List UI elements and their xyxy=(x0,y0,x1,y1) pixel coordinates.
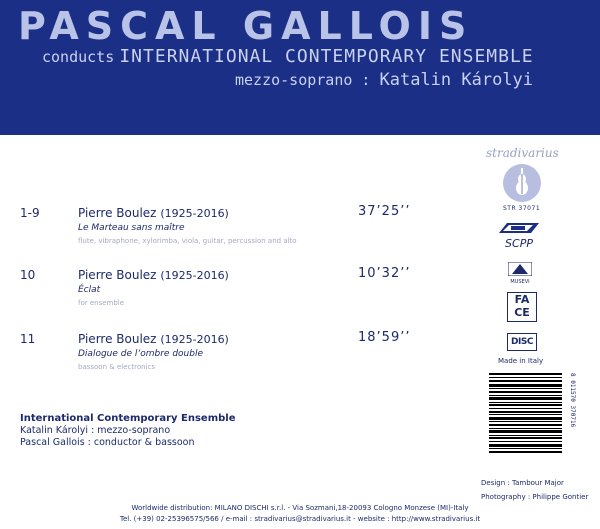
voice-label: mezzo-soprano : xyxy=(235,71,380,89)
track-duration: 37’25’’ xyxy=(358,204,411,219)
made-in-italy: Made in Italy xyxy=(498,357,544,365)
compact-disc-text: DISC xyxy=(511,337,533,347)
track-title: Éclat xyxy=(78,285,101,295)
musevi-emblem-icon xyxy=(508,262,532,276)
composer-years: (1925-2016) xyxy=(160,269,229,282)
track-composer xyxy=(78,332,229,346)
track-instruments: for ensemble xyxy=(78,299,125,307)
composer-name: Pierre Boulez xyxy=(78,206,157,220)
performer-line: Katalin Károlyi : mezzo-soprano xyxy=(20,425,171,436)
footer-contact: Tel. (+39) 02-25396575/566 / e-mail : stradivarius@stradivarius.it - website : http://www.stradivarius.it xyxy=(119,515,481,523)
track-number: 1-9 xyxy=(20,206,40,220)
composer-years: (1925-2016) xyxy=(160,207,229,220)
ensemble-title: INTERNATIONAL CONTEMPORARY ENSEMBLE xyxy=(119,46,534,67)
conducts-line xyxy=(42,46,534,67)
footer-distribution: Worldwide distribution: MILANO DISCHI s.r.l. - Via Sozmani,18-20093 Cologno Monzese (MI)-Italy xyxy=(131,504,469,512)
track-duration: 18’59’’ xyxy=(358,330,411,345)
musevi-logo xyxy=(507,262,533,285)
design-credit: Design : Tambour Major xyxy=(481,479,564,487)
singer-line xyxy=(235,70,533,90)
header-banner xyxy=(0,0,600,135)
singer-name: Katalin Károlyi xyxy=(379,70,534,90)
face-logo: FA CE xyxy=(507,292,537,322)
composer-years: (1925-2016) xyxy=(160,333,229,346)
performer-line: Pascal Gallois : conductor & bassoon xyxy=(20,437,195,448)
performers-block xyxy=(20,413,235,449)
track-duration: 10’32’’ xyxy=(358,266,411,281)
compact-disc-logo xyxy=(507,333,537,351)
violin-logo-icon xyxy=(503,164,541,202)
catalog-number: STR 37071 xyxy=(503,205,541,212)
barcode-digits: 8 011570 370716 xyxy=(569,373,576,428)
scpp-emblem-icon xyxy=(497,221,541,235)
track-number: 10 xyxy=(20,268,36,282)
track-composer xyxy=(78,268,229,282)
barcode-icon xyxy=(489,373,562,453)
track-instruments: flute, vibraphone, xylorimba, viola, guitar, percussion and alto xyxy=(78,237,297,245)
track-title: Le Marteau sans maître xyxy=(78,223,185,233)
performers-ensemble: International Contemporary Ensemble xyxy=(20,413,236,424)
track-instruments: bassoon & electronics xyxy=(78,363,155,371)
track-composer xyxy=(78,206,229,220)
artist-name: PASCAL GALLOIS xyxy=(18,4,474,48)
track-title: Dialogue de l’ombre double xyxy=(78,349,203,359)
composer-name: Pierre Boulez xyxy=(78,332,157,346)
composer-name: Pierre Boulez xyxy=(78,268,157,282)
track-number: 11 xyxy=(20,332,36,346)
stradivarius-logo: stradivarius xyxy=(486,146,559,160)
scpp-logo xyxy=(497,221,541,250)
photo-credit: Photography : Philippe Gontier xyxy=(481,493,589,501)
conducts-word: conducts xyxy=(42,48,115,66)
scpp-text: SCPP xyxy=(505,237,533,250)
musevi-text: MUSEVI xyxy=(510,279,530,285)
credits-block xyxy=(481,476,588,504)
